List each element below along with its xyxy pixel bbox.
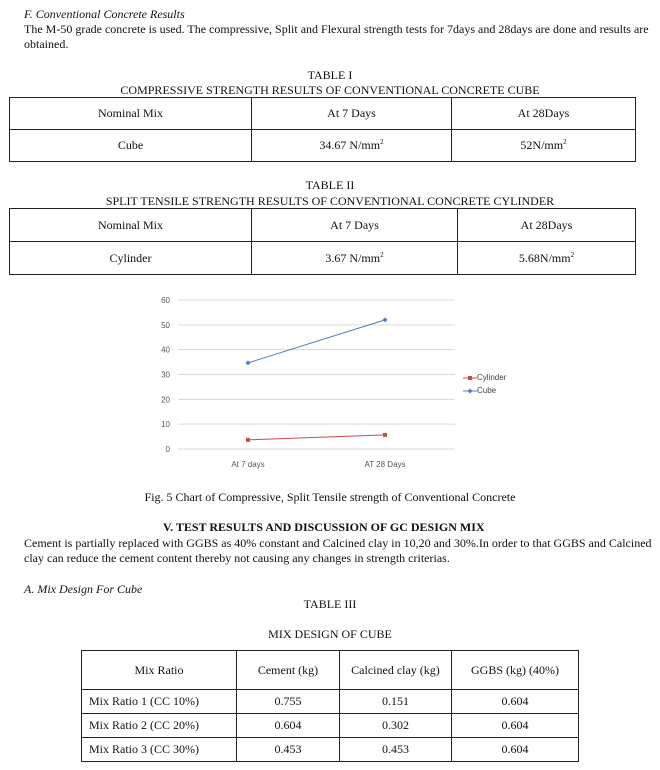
chart-y-tick-label: 10 <box>161 420 170 430</box>
legend-cylinder-label: Cylinder <box>477 373 507 382</box>
section-f-heading: F. Conventional Concrete Results <box>24 7 185 21</box>
chart-y-tick-label: 40 <box>161 345 170 355</box>
table3-cell: 0.604 <box>237 714 340 738</box>
table1-cell-name: Cube <box>10 130 252 162</box>
chart-series <box>246 317 388 442</box>
table2-title: SPLIT TENSILE STRENGTH RESULTS OF CONVENTIONAL CONCRETE CYLINDER <box>105 194 555 208</box>
chart-x-tick-label: At 7 days <box>231 460 265 469</box>
table1-label: TABLE I <box>307 68 353 82</box>
table3-cell: Mix Ratio 3 (CC 30%) <box>82 738 237 762</box>
section-f-para-line1: The M-50 grade concrete is used. The compressive, Split and Flexural strength tests for 7days and 28days are done and results are <box>24 22 649 36</box>
section-v-para-line2: clay can reduce the cement content thereby not causing any changes in strength criterias. <box>24 551 450 565</box>
series-point-cube <box>246 360 251 365</box>
table3-header-mix-ratio: Mix Ratio <box>82 651 237 690</box>
table1-header-mix: Nominal Mix <box>10 98 252 130</box>
legend-cylinder-marker-icon <box>463 374 477 382</box>
chart-y-tick-label: 20 <box>161 395 170 405</box>
table2-sup-28days: 2 <box>570 250 575 259</box>
table3-cell: 0.604 <box>452 738 579 762</box>
chart-y-tick-label: 60 <box>161 296 170 305</box>
table2-value-7days: 3.67 N/mm <box>325 250 381 265</box>
table2-header-28days: At 28Days <box>458 209 636 242</box>
chart-y-tick-label: 50 <box>161 320 170 330</box>
table1-header-28days: At 28Days <box>452 98 636 130</box>
chart-legend <box>463 371 506 397</box>
table-row <box>82 738 579 762</box>
table1-value-28days: 52N/mm <box>520 138 564 152</box>
table1-sup-7days: 2 <box>380 138 384 146</box>
table2-value-28days: 5.68N/mm <box>518 250 571 265</box>
table1-header-7days: At 7 Days <box>252 98 452 130</box>
table3-cell: 0.453 <box>237 738 340 762</box>
figure-caption: Fig. 5 Chart of Compressive, Split Tensile strength of Conventional Concrete <box>144 490 516 504</box>
table3-cell: 0.604 <box>452 714 579 738</box>
table3-cell: 0.604 <box>452 690 579 714</box>
series-point-cube <box>383 317 388 322</box>
table3-cell: 0.151 <box>340 690 452 714</box>
table1-title: COMPRESSIVE STRENGTH RESULTS OF CONVENTIONAL CONCRETE CUBE <box>120 83 540 97</box>
table2-header-7days: At 7 Days <box>252 209 458 242</box>
chart-y-tick-label: 30 <box>161 370 170 380</box>
chart-x-tick-labels <box>231 460 405 469</box>
table3 <box>81 650 579 762</box>
chart-y-tick-label: 0 <box>165 445 170 454</box>
table3-header-calcined-clay: Calcined clay (kg) <box>340 651 452 690</box>
table3-cell: 0.302 <box>340 714 452 738</box>
series-point-cylinder <box>383 433 387 437</box>
section-a-heading: A. Mix Design For Cube <box>24 582 143 596</box>
table1-value-7days: 34.67 N/mm <box>319 138 381 152</box>
table3-cell: Mix Ratio 1 (CC 10%) <box>82 690 237 714</box>
table3-cell: 0.453 <box>340 738 452 762</box>
series-line-cylinder <box>248 435 385 440</box>
section-v-heading: V. TEST RESULTS AND DISCUSSION OF GC DESIGN MIX <box>163 520 485 534</box>
table3-cell: Mix Ratio 2 (CC 20%) <box>82 714 237 738</box>
table3-title: MIX DESIGN OF CUBE <box>268 627 392 641</box>
legend-cube-label: Cube <box>477 386 497 395</box>
section-v-para-line1: Cement is partially replaced with GGBS as 40% constant and Calcined clay in 10,20 and 30%.In order to that GGBS and Calcined <box>24 536 652 550</box>
table-row <box>82 714 579 738</box>
series-point-cylinder <box>246 438 250 442</box>
table2-header-mix: Nominal Mix <box>10 209 252 242</box>
table3-cell: 0.755 <box>237 690 340 714</box>
series-line-cube <box>248 320 385 363</box>
table3-header-cement: Cement (kg) <box>237 651 340 690</box>
table2-cell-name: Cylinder <box>10 242 252 275</box>
table2-sup-7days: 2 <box>380 250 384 259</box>
table3-label: TABLE III <box>303 597 357 611</box>
table-row <box>82 690 579 714</box>
legend-cube-marker-icon <box>463 387 477 395</box>
legend-item-cylinder <box>463 371 506 384</box>
section-f-para-line2: obtained. <box>24 37 69 51</box>
table2-label: TABLE II <box>305 178 355 192</box>
table3-header-ggbs: GGBS (kg) (40%) <box>452 651 579 690</box>
chart-grid <box>178 300 455 449</box>
chart-x-tick-label: AT 28 Days <box>364 460 406 469</box>
chart-y-tick-labels <box>161 296 170 454</box>
legend-item-cube <box>463 384 506 397</box>
table1-sup-28days: 2 <box>563 138 567 146</box>
